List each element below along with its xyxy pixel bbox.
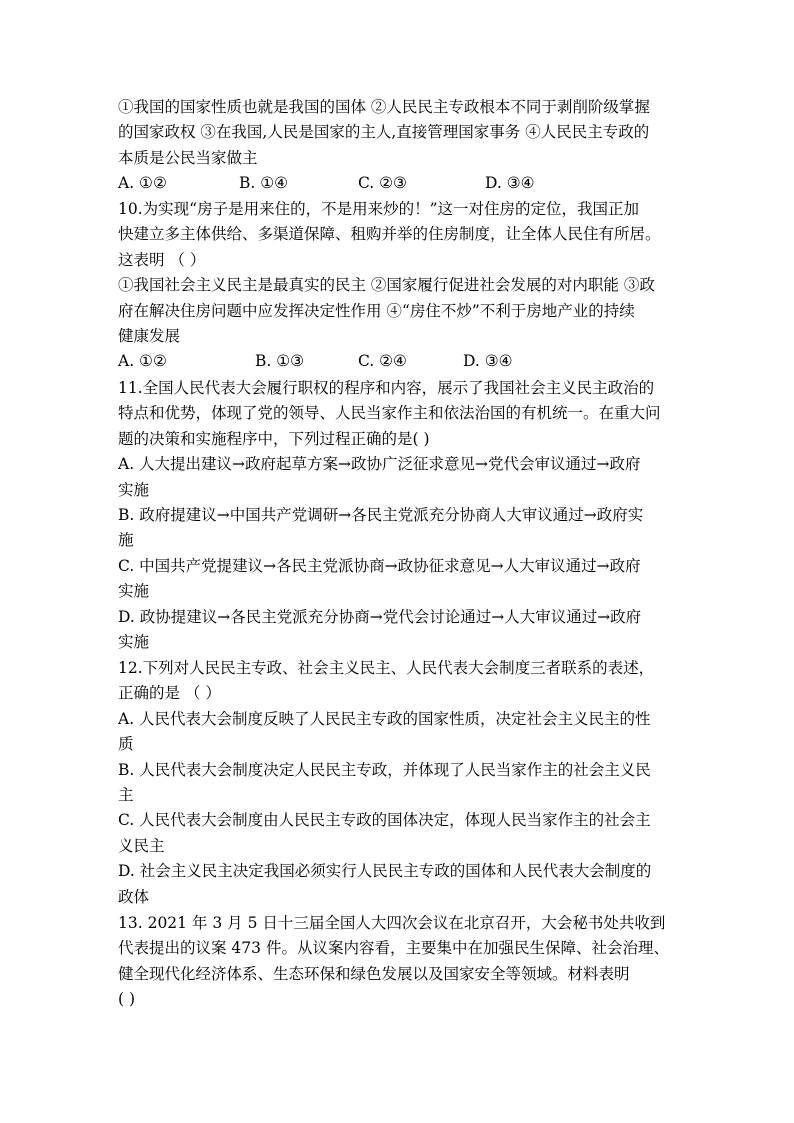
q11-option-c: C. 中国共产党提建议→各民主党派协商→政协征求意见→人大审议通过→政府 bbox=[118, 556, 641, 575]
q11-option-a: A. 人大提出建议→政府起草方案→政协广泛征求意见→党代会审议通过→政府 bbox=[118, 455, 641, 474]
q9-line: 本质是公民当家做主 bbox=[118, 148, 258, 167]
q12-option-c: C. 人民代表大会制度由人民民主专政的国体决定，体现人民当家作主的社会主 bbox=[118, 811, 651, 830]
q13-line: 13. 2021 年 3 月 5 日十三届全国人大四次会议在北京召开，大会秘书处共收到 bbox=[118, 914, 666, 932]
q11-option-b: B. 政府提建议→中国共产党调研→各民主党派充分协商人大审议通过→政府实 bbox=[118, 505, 644, 524]
q10-options bbox=[118, 349, 680, 374]
q11-line: 特点和优势，体现了党的领导、人民当家作主和依法治国的有机统一。在重大问 bbox=[118, 404, 661, 423]
q10-option-d: D. ③④ bbox=[463, 352, 513, 371]
q9-option-d: D. ③④ bbox=[485, 174, 535, 193]
q10-option-c: C. ②④ bbox=[358, 352, 407, 371]
q12-line: 正确的是 （ ） bbox=[118, 684, 221, 703]
q12-option-a: A. 人民代表大会制度反映了人民民主专政的国家性质，决定社会主义民主的性 bbox=[118, 709, 651, 728]
q9-option-a: A. ①② bbox=[118, 174, 167, 193]
q12-option-a-cont: 质 bbox=[118, 735, 134, 754]
q12-option-b: B. 人民代表大会制度决定人民民主专政，并体现了人民当家作主的社会主义民 bbox=[118, 760, 651, 779]
q10-line: 快建立多主体供给、多渠道保障、租购并举的住房制度，让全体人民住有所居。 bbox=[118, 225, 661, 244]
q11-line: 题的决策和实施程序中，下列过程正确的是( ) bbox=[118, 429, 430, 448]
q13-line: ( ) bbox=[118, 990, 136, 1009]
q11-line: 11.全国人民代表大会履行职权的程序和内容，展示了我国社会主义民主政治的 bbox=[118, 379, 655, 397]
q12-option-d: D. 社会主义民主决定我国必须实行人民民主专政的国体和人民代表大会制度的 bbox=[118, 862, 652, 881]
q10-line: 这表明 （ ） bbox=[118, 250, 206, 269]
question-12-block bbox=[118, 656, 680, 910]
q10-option-b: B. ①③ bbox=[255, 352, 305, 371]
q13-line: 代表提出的议案 473 件。从议案内容看，主要集中在加强民生保障、社会治理、 bbox=[118, 939, 669, 958]
q10-line: 健康发展 bbox=[118, 326, 181, 345]
q12-option-d-cont: 政体 bbox=[118, 887, 150, 906]
q11-option-a-cont: 实施 bbox=[118, 480, 150, 499]
question-9-block bbox=[118, 95, 680, 197]
q9-line: ①我国的国家性质也就是我国的国体 ②人民民主专政根本不同于剥削阶级掌握 bbox=[118, 98, 650, 116]
q10-line: ①我国社会主义民主是最真实的民主 ②国家履行促进社会发展的对内职能 ③政 bbox=[118, 276, 655, 295]
q10-line: 府在解决住房问题中应发挥决定性作用 ④“房住不炒”不利于房地产业的持续 bbox=[118, 301, 635, 320]
q11-option-d-cont: 实施 bbox=[118, 632, 150, 651]
q9-option-b: B. ①④ bbox=[239, 174, 289, 193]
q11-option-c-cont: 实施 bbox=[118, 582, 150, 601]
q13-line: 健全现代化经济体系、生态环保和绿色发展以及国家安全等领域。材料表明 bbox=[118, 964, 630, 983]
q12-option-c-cont: 义民主 bbox=[118, 836, 165, 855]
q11-option-b-cont: 施 bbox=[118, 531, 134, 550]
q10-line: 10.为实现“房子是用来住的，不是用来炒的！”这一对住房的定位，我国正加 bbox=[118, 200, 640, 218]
question-11-block bbox=[118, 376, 680, 655]
question-13-block bbox=[118, 911, 680, 1013]
q12-line: 12.下列对人民民主专政、社会主义民主、人民代表大会制度三者联系的表述， bbox=[118, 659, 655, 677]
question-10-block bbox=[118, 197, 680, 375]
q9-options bbox=[118, 171, 680, 196]
q11-option-d: D. 政协提建议→各民主党派充分协商→党代会讨论通过→人大审议通过→政府 bbox=[118, 607, 642, 626]
q12-option-b-cont: 主 bbox=[118, 785, 134, 804]
q10-option-a: A. ①② bbox=[118, 352, 167, 371]
q9-line: 的国家政权 ③在我国,人民是国家的主人,直接管理国家事务 ④人民民主专政的 bbox=[118, 123, 650, 142]
q9-option-c: C. ②③ bbox=[358, 174, 407, 193]
